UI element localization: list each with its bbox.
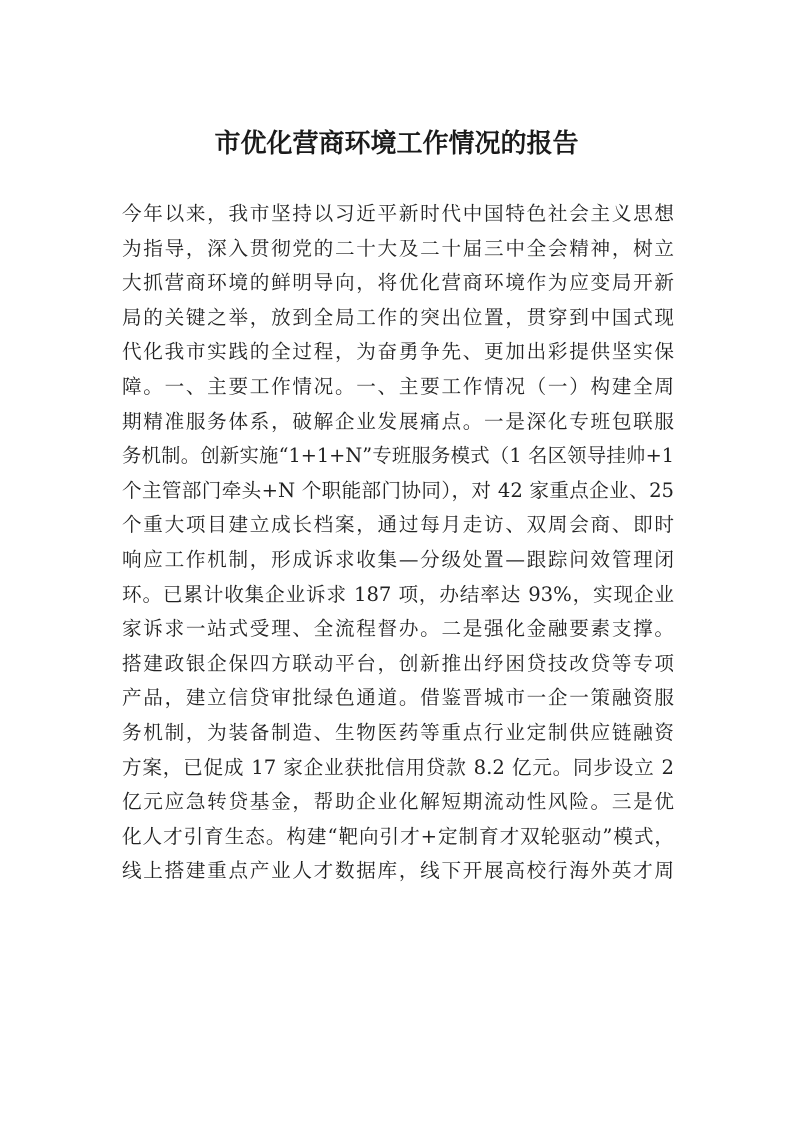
body-line: 线上搭建重点产业人才数据库，线下开展高校行海外英才周: [122, 859, 674, 883]
body-line: 务机制。创新实施“1+1+N”专班服务模式（1 名区领导挂帅+1: [122, 444, 674, 468]
body-line: 局的关键之举，放到全局工作的突出位置，贯穿到中国式现: [122, 305, 674, 329]
body-line: 障。一、主要工作情况。一、主要工作情况（一）构建全周: [122, 374, 674, 398]
body-line: 化人才引育生态。构建“靶向引才+定制育才双轮驱动”模式，: [122, 824, 674, 848]
body-line: 个重大项目建立成长档案，通过每月走访、双周会商、即时: [122, 513, 674, 537]
document-title: 市优化营商环境工作情况的报告: [214, 129, 579, 159]
body-line: 务机制，为装备制造、生物医药等重点行业定制供应链融资: [122, 720, 674, 744]
document-body: [122, 197, 674, 889]
body-line: 个主管部门牵头+N 个职能部门协同），对 42 家重点企业、25: [122, 478, 674, 502]
body-line: 亿元应急转贷基金，帮助企业化解短期流动性风险。三是优: [122, 790, 674, 814]
body-line: 期精准服务体系，破解企业发展痛点。一是深化专班包联服: [122, 409, 674, 433]
body-line: 今年以来，我市坚持以习近平新时代中国特色社会主义思想: [122, 202, 674, 225]
body-line: 家诉求一站式受理、全流程督办。二是强化金融要素支撑。: [122, 617, 674, 641]
body-line: 环。已累计收集企业诉求 187 项，办结率达 93%，实现企业: [122, 582, 674, 606]
body-line: 代化我市实践的全过程，为奋勇争先、更加出彩提供坚实保: [122, 340, 674, 364]
body-line: 响应工作机制，形成诉求收集—分级处置—跟踪问效管理闭: [122, 547, 674, 571]
body-line: 大抓营商环境的鲜明导向，将优化营商环境作为应变局开新: [122, 271, 674, 295]
body-line: 搭建政银企保四方联动平台，创新推出纾困贷技改贷等专项: [122, 651, 674, 675]
body-line: 产品，建立信贷审批绿色通道。借鉴晋城市一企一策融资服: [122, 686, 674, 710]
body-line: 方案，已促成 17 家企业获批信用贷款 8.2 亿元。同步设立 2: [122, 755, 674, 779]
body-line: 为指导，深入贯彻党的二十大及二十届三中全会精神，树立: [122, 236, 674, 260]
